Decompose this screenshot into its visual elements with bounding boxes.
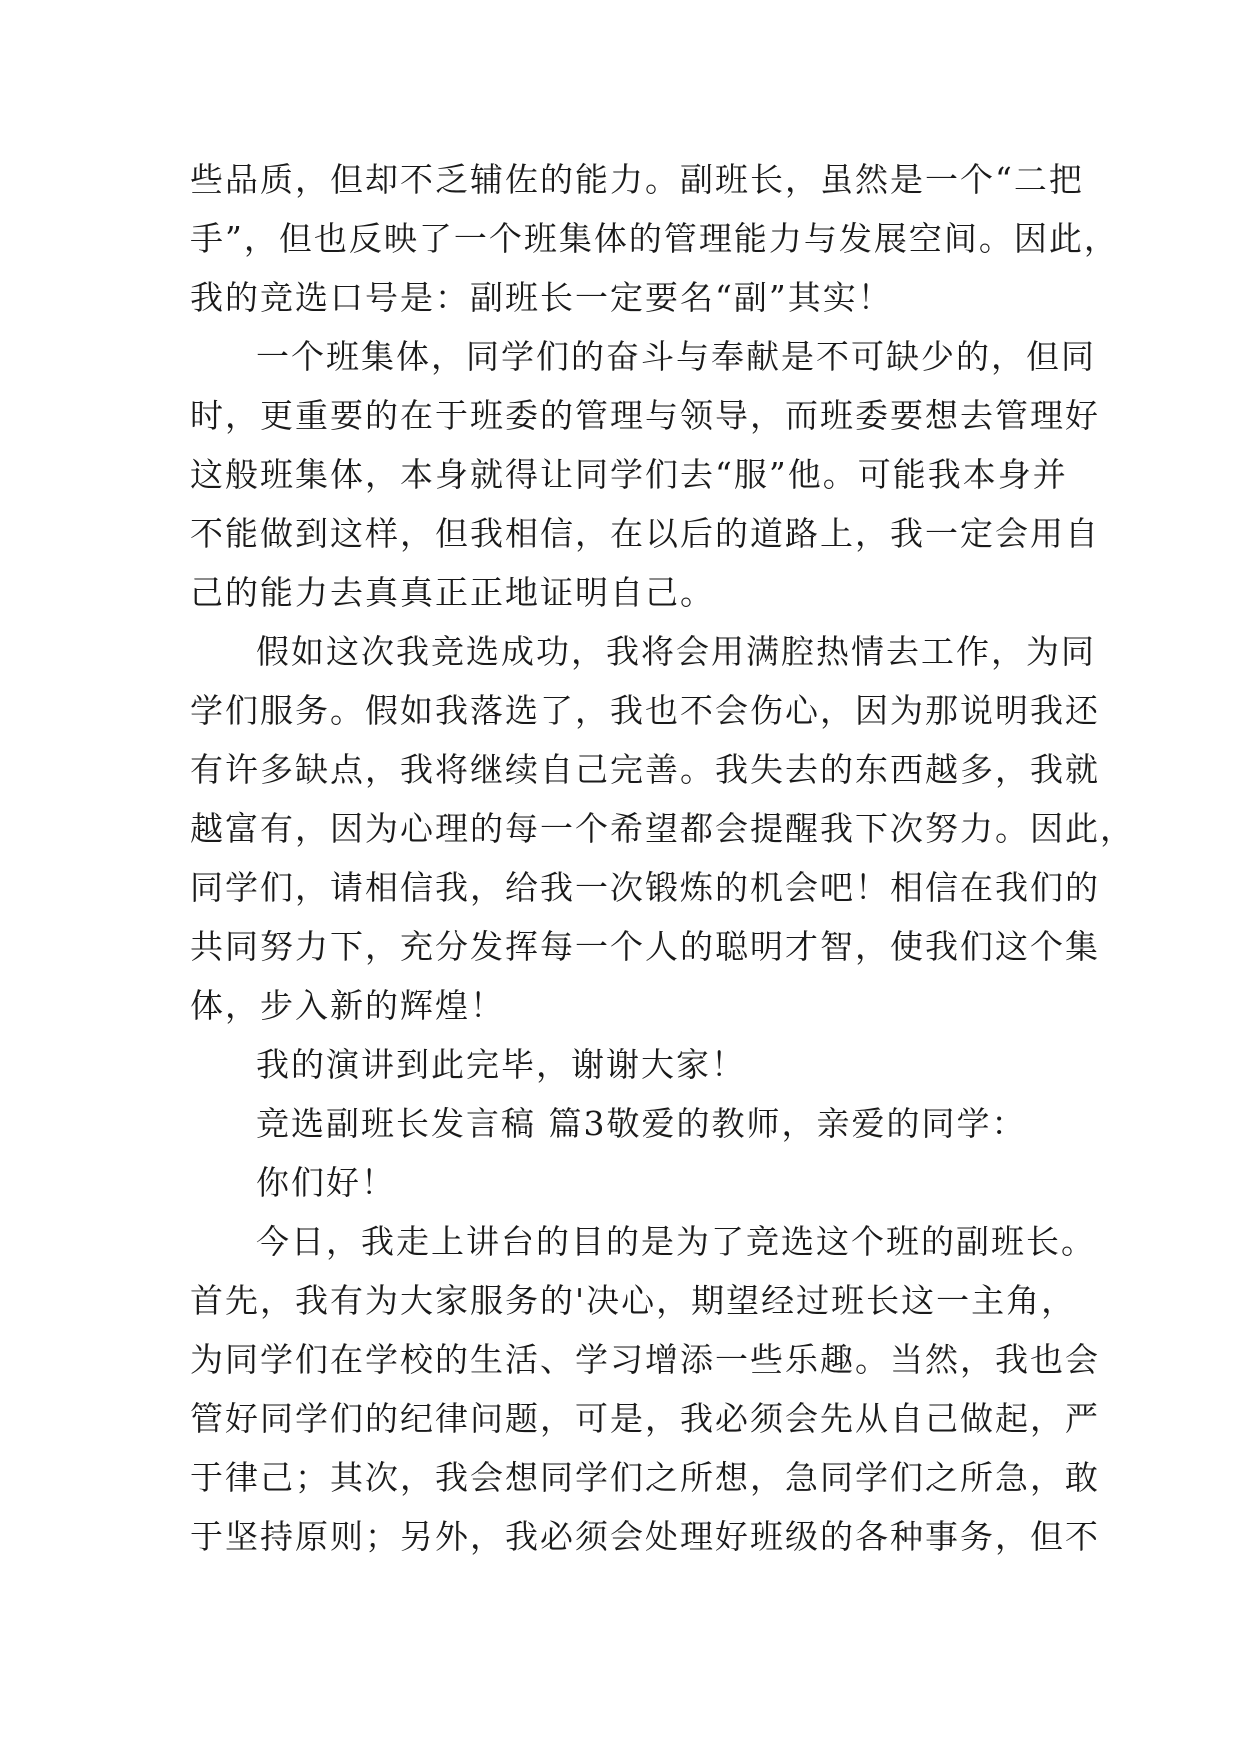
document-body — [190, 150, 1135, 1566]
text-line: 这般班集体，本身就得让同学们去“服”他。可能我本身并 — [190, 455, 1068, 494]
text-line: 首先，我有为大家服务的'决心，期望经过班长这一主角， — [190, 1281, 1077, 1320]
text-line: 你们好！ — [256, 1163, 396, 1202]
text-line: 同学们，请相信我，给我一次锻炼的机会吧！相信在我们的 — [190, 868, 1100, 907]
text-line: 于律己；其次，我会想同学们之所想，急同学们之所急，敢 — [190, 1458, 1100, 1497]
section-heading-line: 竞选副班长发言稿 篇3敬爱的教师，亲爱的同学： — [256, 1104, 1027, 1143]
text-line: 有许多缺点，我将继续自己完善。我失去的东西越多，我就 — [190, 750, 1100, 789]
text-line: 越富有，因为心理的每一个希望都会提醒我下次努力。因此， — [190, 809, 1135, 848]
text-line: 不能做到这样，但我相信，在以后的道路上，我一定会用自 — [190, 514, 1100, 553]
text-line: 些品质，但却不乏辅佐的能力。副班长，虽然是一个“二把 — [190, 160, 1084, 199]
text-line: 于坚持原则；另外，我必须会处理好班级的各种事务，但不 — [190, 1517, 1100, 1556]
text-line: 一个班集体，同学们的奋斗与奉献是不可缺少的，但同 — [256, 337, 1096, 376]
text-line: 假如这次我竞选成功，我将会用满腔热情去工作，为同 — [256, 632, 1096, 671]
text-line: 我的演讲到此完毕，谢谢大家！ — [256, 1045, 746, 1084]
text-line: 学们服务。假如我落选了，我也不会伤心，因为那说明我还 — [190, 691, 1100, 730]
text-line: 时，更重要的在于班委的管理与领导，而班委要想去管理好 — [190, 396, 1100, 435]
text-line: 我的竞选口号是：副班长一定要名“副”其实！ — [190, 278, 893, 317]
text-line: 今日，我走上讲台的目的是为了竞选这个班的副班长。 — [256, 1222, 1096, 1261]
text-line: 手”，但也反映了一个班集体的管理能力与发展空间。因此， — [190, 219, 1119, 258]
text-line: 管好同学们的纪律问题，可是，我必须会先从自己做起，严 — [190, 1399, 1100, 1438]
text-line: 己的能力去真真正正地证明自己。 — [190, 573, 715, 612]
text-line: 体，步入新的辉煌！ — [190, 986, 505, 1025]
text-line: 共同努力下，充分发挥每一个人的聪明才智，使我们这个集 — [190, 927, 1100, 966]
text-line: 为同学们在学校的生活、学习增添一些乐趣。当然，我也会 — [190, 1340, 1100, 1379]
